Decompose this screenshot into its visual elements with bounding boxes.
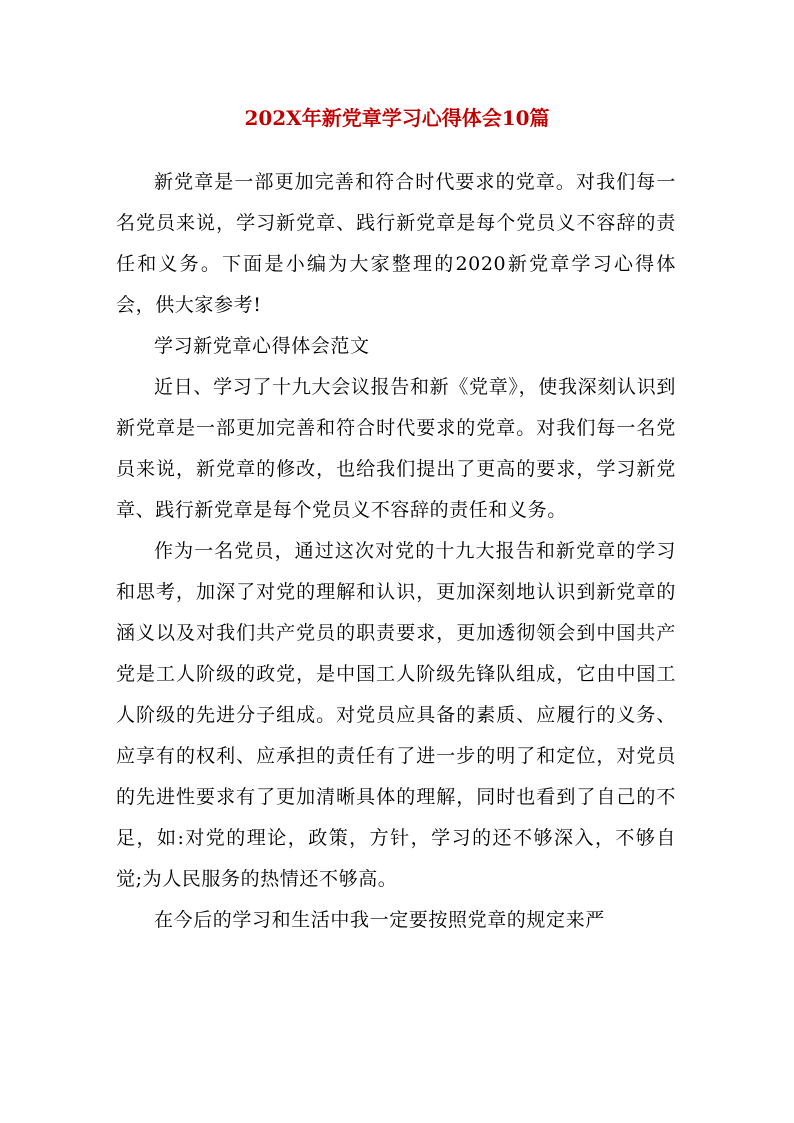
document-body bbox=[116, 162, 676, 941]
section-heading: 学习新党章心得体会范文 bbox=[154, 335, 370, 357]
body-paragraph: 作为一名党员，通过这次对党的十九大报告和新党章的学习和思考，加深了对党的理解和认识，更加深刻地认识到新党章的涵义以及对我们共产党员的职责要求，更加透彻领会到中国共产党是工人阶级的政党，是中国工人阶级先锋队组成，它由中国工人阶级的先进分子组成。对党员应具备的素质、应履行的义务、应享有的权利、应承担的责任有了进一步的明了和定位，对党员的先进性要求有了更加清晰具体的理解，同时也看到了自己的不足，如:对党的理论，政策，方针，学习的还不够深入，不够自觉;为人民服务的热情还不够高。 bbox=[116, 540, 676, 890]
body-paragraph: 近日、学习了十九大会议报告和新《党章》，使我深刻认识到新党章是一部更加完善和符合时代要求的党章。对我们每一名党员来说，新党章的修改，也给我们提出了更高的要求，学习新党章、践行新党章是每个党员义不容辞的责任和义务。 bbox=[116, 376, 676, 521]
intro-paragraph: 新党章是一部更加完善和符合时代要求的党章。对我们每一名党员来说，学习新党章、践行新党章是每个党员义不容辞的责任和义务。下面是小编为大家整理的2020新党章学习心得体会，供大家参考! bbox=[116, 171, 676, 316]
document-title: 202X年新党章学习心得体会10篇 bbox=[244, 106, 550, 130]
body-paragraph: 在今后的学习和生活中我一定要按照党章的规定来严 bbox=[154, 909, 605, 931]
